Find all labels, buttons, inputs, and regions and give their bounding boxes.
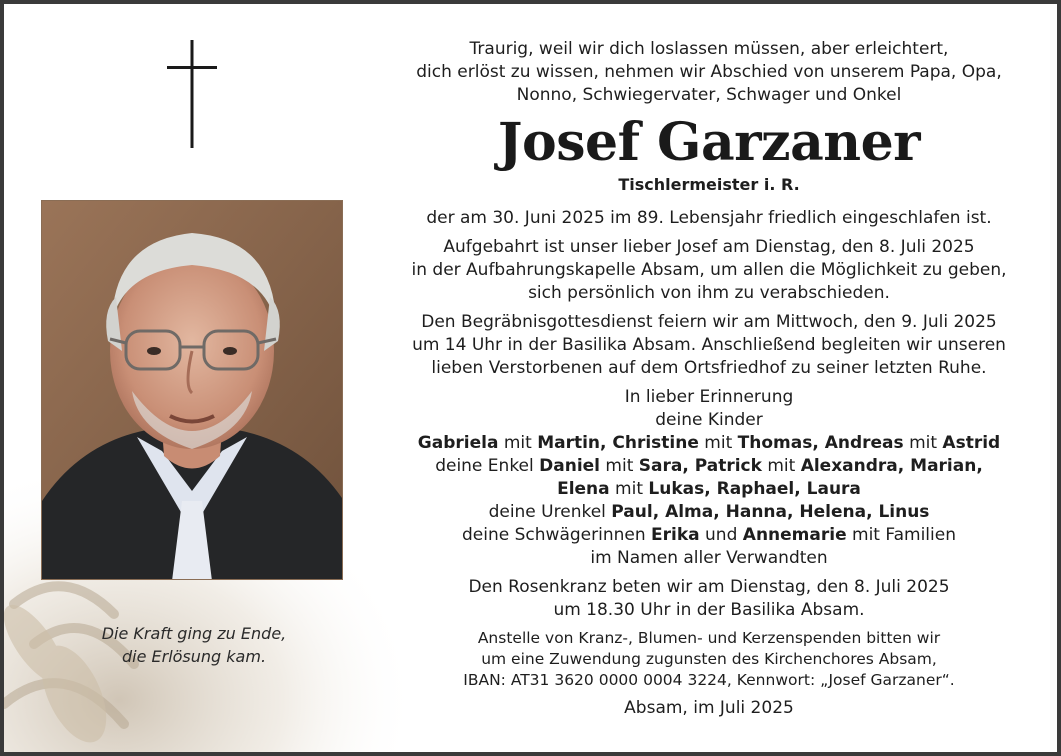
viewing-line: in der Aufbahrungskapelle Absam, um allen die Möglichkeit zu geben, xyxy=(411,260,1007,280)
funeral-line: lieben Verstorbenen auf dem Ortsfriedhof zu seiner letzten Ruhe. xyxy=(431,358,987,378)
funeral-line: um 14 Uhr in der Basilika Absam. Anschließend begleiten wir unseren xyxy=(412,335,1006,355)
funeral-line: Den Begräbnisgottesdienst feiern wir am Mittwoch, den 9. Juli 2025 xyxy=(421,312,997,332)
sisters-in-law-line xyxy=(374,524,1044,547)
mourners-intro: In lieber Erinnerung xyxy=(624,387,794,407)
grandchild-name: Alexandra, Marian, xyxy=(800,456,983,476)
connector-word: mit xyxy=(615,479,643,499)
intro-line: dich erlöst zu wissen, nehmen wir Abschied von unserem Papa, Opa, xyxy=(416,62,1002,82)
grandchildren-line xyxy=(374,455,1044,478)
place-date: Absam, im Juli 2025 xyxy=(624,698,794,718)
portrait-photo xyxy=(41,200,343,580)
connector-word: mit xyxy=(909,433,938,453)
great-grandchildren-line xyxy=(374,501,1044,524)
connector-word: mit Familien xyxy=(852,525,956,545)
sister-in-law-name: Annemarie xyxy=(742,525,847,545)
child-name: Martin, Christine xyxy=(537,433,699,453)
relatives-line: im Namen aller Verwandten xyxy=(590,548,828,568)
sisters-in-law-label: deine Schwägerinnen xyxy=(462,525,646,545)
viewing-line: Aufgebahrt ist unser lieber Josef am Dienstag, den 8. Juli 2025 xyxy=(443,237,975,257)
deceased-name: Josef Garzaner xyxy=(497,112,921,173)
grandchild-name: Elena xyxy=(557,479,610,499)
rosary-line: Den Rosenkranz beten wir am Dienstag, den 8. Juli 2025 xyxy=(468,577,950,597)
quote xyxy=(44,622,344,668)
portrait-icon xyxy=(42,201,343,580)
donation-line: IBAN: AT31 3620 0000 0004 3224, Kennwort: „Josef Garzaner“. xyxy=(463,671,955,689)
child-name: Thomas, Andreas xyxy=(737,433,904,453)
connector-word: mit xyxy=(704,433,733,453)
rosary-line: um 18.30 Uhr in der Basilika Absam. xyxy=(553,600,865,620)
quote-line: Die Kraft ging zu Ende, xyxy=(101,624,287,643)
quote-line: die Erlösung kam. xyxy=(121,647,267,666)
obituary-text xyxy=(374,38,1044,720)
connector-word: mit xyxy=(605,456,634,476)
deceased-title: Tischlermeister i. R. xyxy=(618,175,800,194)
sister-in-law-name: Erika xyxy=(651,525,700,545)
connector-word: mit xyxy=(503,433,532,453)
intro-line: Nonno, Schwiegervater, Schwager und Onkel xyxy=(516,85,902,105)
connector-word: mit xyxy=(767,456,796,476)
grandchildren-line xyxy=(374,478,1044,501)
child-name: Gabriela xyxy=(417,433,499,453)
donation-line: um eine Zuwendung zugunsten des Kirchenchores Absam, xyxy=(481,650,937,668)
grandchild-name: Sara, Patrick xyxy=(638,456,762,476)
grandchild-name: Daniel xyxy=(539,456,601,476)
death-line: der am 30. Juni 2025 im 89. Lebensjahr friedlich eingeschlafen ist. xyxy=(426,208,992,228)
children-line xyxy=(374,432,1044,455)
donation-line: Anstelle von Kranz-, Blumen- und Kerzenspenden bitten wir xyxy=(477,629,941,647)
great-grandchild-names: Paul, Alma, Hanna, Helena, Linus xyxy=(611,502,930,522)
cross-icon xyxy=(167,40,217,148)
great-grandchildren-label: deine Urenkel xyxy=(488,502,606,522)
grandchildren-label: deine Enkel xyxy=(435,456,534,476)
child-name: Astrid xyxy=(942,433,1001,453)
intro-line: Traurig, weil wir dich loslassen müssen, aber erleichtert, xyxy=(469,39,949,59)
grandchild-name: Lukas, Raphael, Laura xyxy=(648,479,861,499)
viewing-line: sich persönlich von ihm zu verabschieden. xyxy=(528,283,890,303)
connector-word: und xyxy=(705,525,738,545)
children-label: deine Kinder xyxy=(655,410,763,430)
